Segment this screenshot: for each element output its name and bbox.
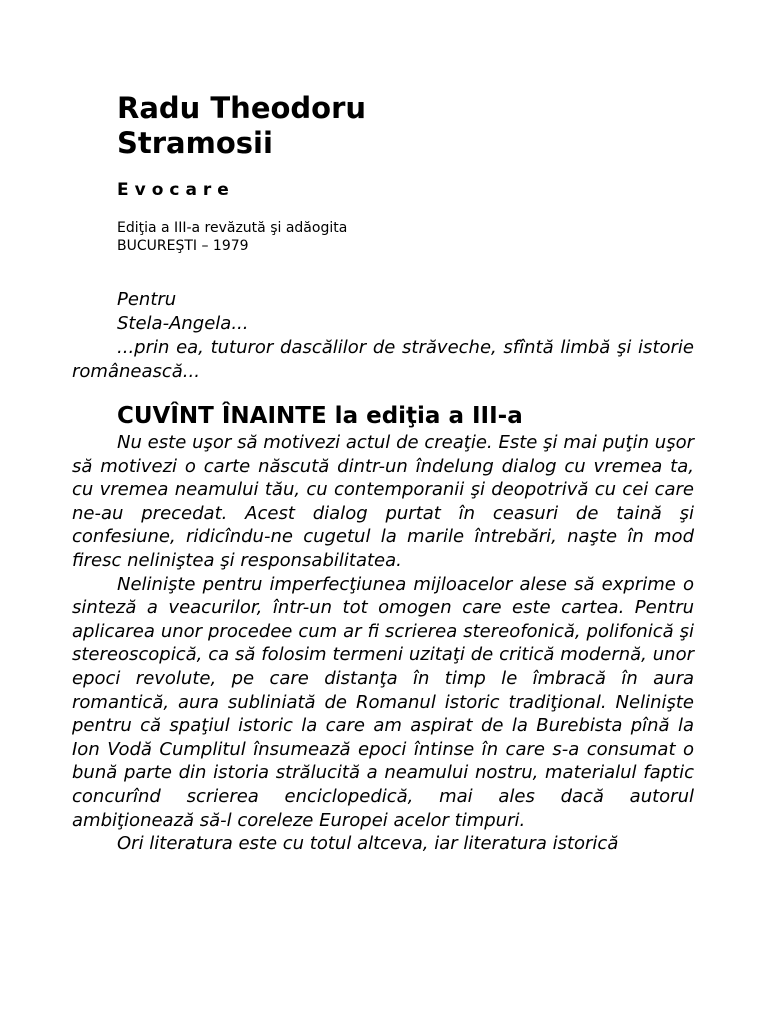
- place-year-line: BUCUREŞTI – 1979: [117, 238, 249, 254]
- text-body: [72, 431, 694, 856]
- dedication-line-1: Pentru: [117, 289, 177, 310]
- paragraph: Ori literatura este cu totul altceva, iar literatura istorică: [117, 833, 619, 855]
- dedication-line-2: Stela-Angela...: [117, 313, 249, 334]
- paragraph: Nelinişte pentru imperfecţiunea mijloacelor alese să exprime o sinteză a veacurilor, într-un tot omogen care este cartea. Pentru aplicarea unor procedee cum ar fi scrierea stereofonică, polifonică şi stereoscopică, ca să folosim termeni uzitaţi de critică modernă, unor epoci revolute, pe care distanţa în timp le îmbracă în aura romantică, aura subliniată de Romanul istoric tradiţional. Nelinişte pentru că spaţiul istoric la care am aspirat de la Burebista pînă la Ion Vodă Cumplitul însumează epoci întinse în care s-a consumat o bună parte din istoria strălucită a neamului nostru, materialul faptic concurînd scrierea enciclopedică, mai ales dacă autorul ambiţionează să-l coreleze Europei acelor timpuri.: [72, 573, 694, 831]
- dedication-line-3: ...prin ea, tuturor dascălilor de străveche, sfîntă limbă şi istorie românească...: [72, 337, 694, 382]
- section-heading: CUVÎNT ÎNAINTE la ediţia a III-a: [117, 403, 523, 429]
- genre-subtitle: Evocare: [117, 180, 235, 200]
- paragraph: Nu este uşor să motivezi actul de creaţie. Este şi mai puţin uşor să motivezi o carte născută dintr-un îndelung dialog cu vremea ta, cu vremea neamului tău, cu contemporanii şi deopotrivă cu cei care ne-au precedat. Acest dialog purtat în ceasuri de taină şi confesiune, ridicîndu-ne cugetul la marile întrebări, naşte în mod firesc neliniştea şi responsabilitatea.: [72, 432, 694, 571]
- author-name: Radu Theodoru: [117, 91, 367, 125]
- dedication-paragraph: [72, 336, 694, 383]
- book-title: Stramosii: [117, 126, 273, 160]
- edition-line: Ediţia a III-a revăzută şi adăogita: [117, 220, 348, 236]
